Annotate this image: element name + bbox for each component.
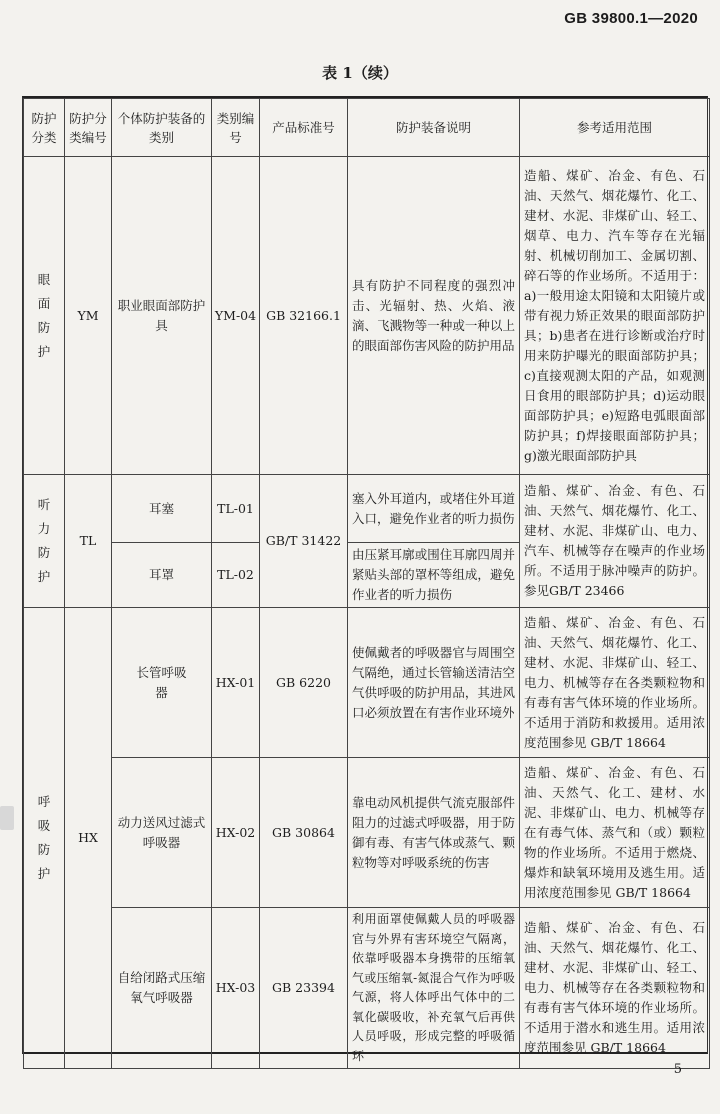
equipment-cell: 长管呼吸器	[112, 608, 212, 758]
page-number: 5	[673, 1062, 682, 1077]
scope-cell: 造船、煤矿、冶金、有色、石油、天然气、烟花爆竹、化工、建材、水泥、非煤矿山、轻工、电力、机械等存在各类颗粒物和有毒有害气体环境的作业场所。不适用于潜水和逃生用。适用浓度范围参见 GB/T 18664	[520, 908, 710, 1069]
type-code-cell: TL-01	[212, 475, 260, 543]
scope-cell: 造船、煤矿、冶金、有色、石油、天然气、烟花爆竹、化工、建材、水泥、非煤矿山、电力、汽车、机械等存在噪声的作业场所。不适用于脉冲噪声的防护。参见GB/T 23466	[520, 475, 710, 608]
standard-cell: GB 30864	[260, 758, 348, 908]
equipment-cell: 动力送风过滤式呼吸器	[112, 758, 212, 908]
equipment-cell: 耳塞	[112, 475, 212, 543]
description-cell: 由压紧耳廓或围住耳廓四周并紧贴头部的罩杯等组成，避免作业者的听力损伤	[348, 543, 520, 608]
side-tab-marker	[0, 806, 14, 830]
col-header-standard: 产品标准号	[260, 99, 348, 157]
table-row	[24, 908, 710, 1069]
type-code-cell: HX-03	[212, 908, 260, 1069]
col-header-category: 防护分类	[24, 99, 65, 157]
description-cell: 靠电动风机提供气流克服部件阻力的过滤式呼吸器，用于防御有毒、有害气体或蒸气、颗粒物等对呼吸系统的伤害	[348, 758, 520, 908]
category-code-cell: TL	[65, 475, 112, 608]
table-row	[24, 608, 710, 758]
scope-cell: 造船、煤矿、冶金、有色、石油、天然气、烟花爆竹、化工、建材、水泥、非煤矿山、轻工、电力、机械等存在各类颗粒物和有毒有害气体环境的作业场所。不适用于消防和救援用。适用浓度范围参见 GB/T 18664	[520, 608, 710, 758]
category-code-cell: HX	[65, 608, 112, 1069]
equipment-cell: 自给闭路式压缩氧气呼吸器	[112, 908, 212, 1069]
col-header-type-code: 类别编号	[212, 99, 260, 157]
category-cell: 眼面防护	[24, 157, 65, 475]
type-code-cell: TL-02	[212, 543, 260, 608]
scope-cell: 造船、煤矿、冶金、有色、石油、天然气、烟花爆竹、化工、建材、水泥、非煤矿山、轻工、烟草、电力、汽车等存在光辐射、机械切削加工、金属切割、碎石等的作业场所。不适用于：a)一般用途太阳镜和太阳镜片或带有视力矫正效果的眼面部防护具；b)患者在进行诊断或治疗时用来防护曝光的眼面部防护具；c)直接观测太阳的产品，如观测日食用的眼部防护具；d)运动眼面部防护具；e)短路电弧眼面部防护具；f)焊接眼面部防护具；g)激光眼面部防护具	[520, 157, 710, 475]
col-header-category-code: 防护分类编号	[65, 99, 112, 157]
standard-cell: GB 23394	[260, 908, 348, 1069]
description-cell: 使佩戴者的呼吸器官与周围空气隔绝，通过长管输送清洁空气供呼吸的防护用品，其进风口必须放置在有害作业环境外	[348, 608, 520, 758]
description-cell: 具有防护不同程度的强烈冲击、光辐射、热、火焰、液滴、飞溅物等一种或一种以上的眼面部伤害风险的防护用品	[348, 157, 520, 475]
equipment-cell: 职业眼面部防护具	[112, 157, 212, 475]
table-title: 表 1（续）	[322, 64, 398, 82]
type-code-cell: YM-04	[212, 157, 260, 475]
standard-cell: GB 6220	[260, 608, 348, 758]
type-code-cell: HX-01	[212, 608, 260, 758]
category-cell: 听力防护	[24, 475, 65, 608]
header-row	[24, 99, 710, 157]
type-code-cell: HX-02	[212, 758, 260, 908]
equipment-table	[23, 98, 710, 1069]
scope-cell: 造船、煤矿、冶金、有色、石油、天然气、化工、建材、水泥、非煤矿山、电力、机械等存在有毒气体、蒸气和（或）颗粒物的作业场所。不适用于燃烧、爆炸和缺氧环境用及逃生用。适用浓度范围参见 GB/T 18664	[520, 758, 710, 908]
table-row	[24, 157, 710, 475]
equipment-cell: 耳罩	[112, 543, 212, 608]
col-header-scope: 参考适用范围	[520, 99, 710, 157]
standard-cell: GB/T 31422	[260, 475, 348, 608]
category-cell: 呼吸防护	[24, 608, 65, 1069]
description-cell: 利用面罩使佩戴人员的呼吸器官与外界有害环境空气隔离，依靠呼吸器本身携带的压缩氧气或压缩氧-氮混合气作为呼吸气源，将人体呼出气体中的二氧化碳吸收，补充氧气后再供人员呼吸，形成完整的呼吸循环	[348, 908, 520, 1069]
category-code-cell: YM	[65, 157, 112, 475]
standard-code: GB 39800.1—2020	[564, 10, 698, 27]
table-row	[24, 475, 710, 543]
col-header-equipment-type: 个体防护装备的类别	[112, 99, 212, 157]
data-table-frame	[22, 96, 708, 1063]
description-cell: 塞入外耳道内，或堵住外耳道入口，避免作业者的听力损伤	[348, 475, 520, 543]
table-row	[24, 758, 710, 908]
col-header-description: 防护装备说明	[348, 99, 520, 157]
standard-cell: GB 32166.1	[260, 157, 348, 475]
